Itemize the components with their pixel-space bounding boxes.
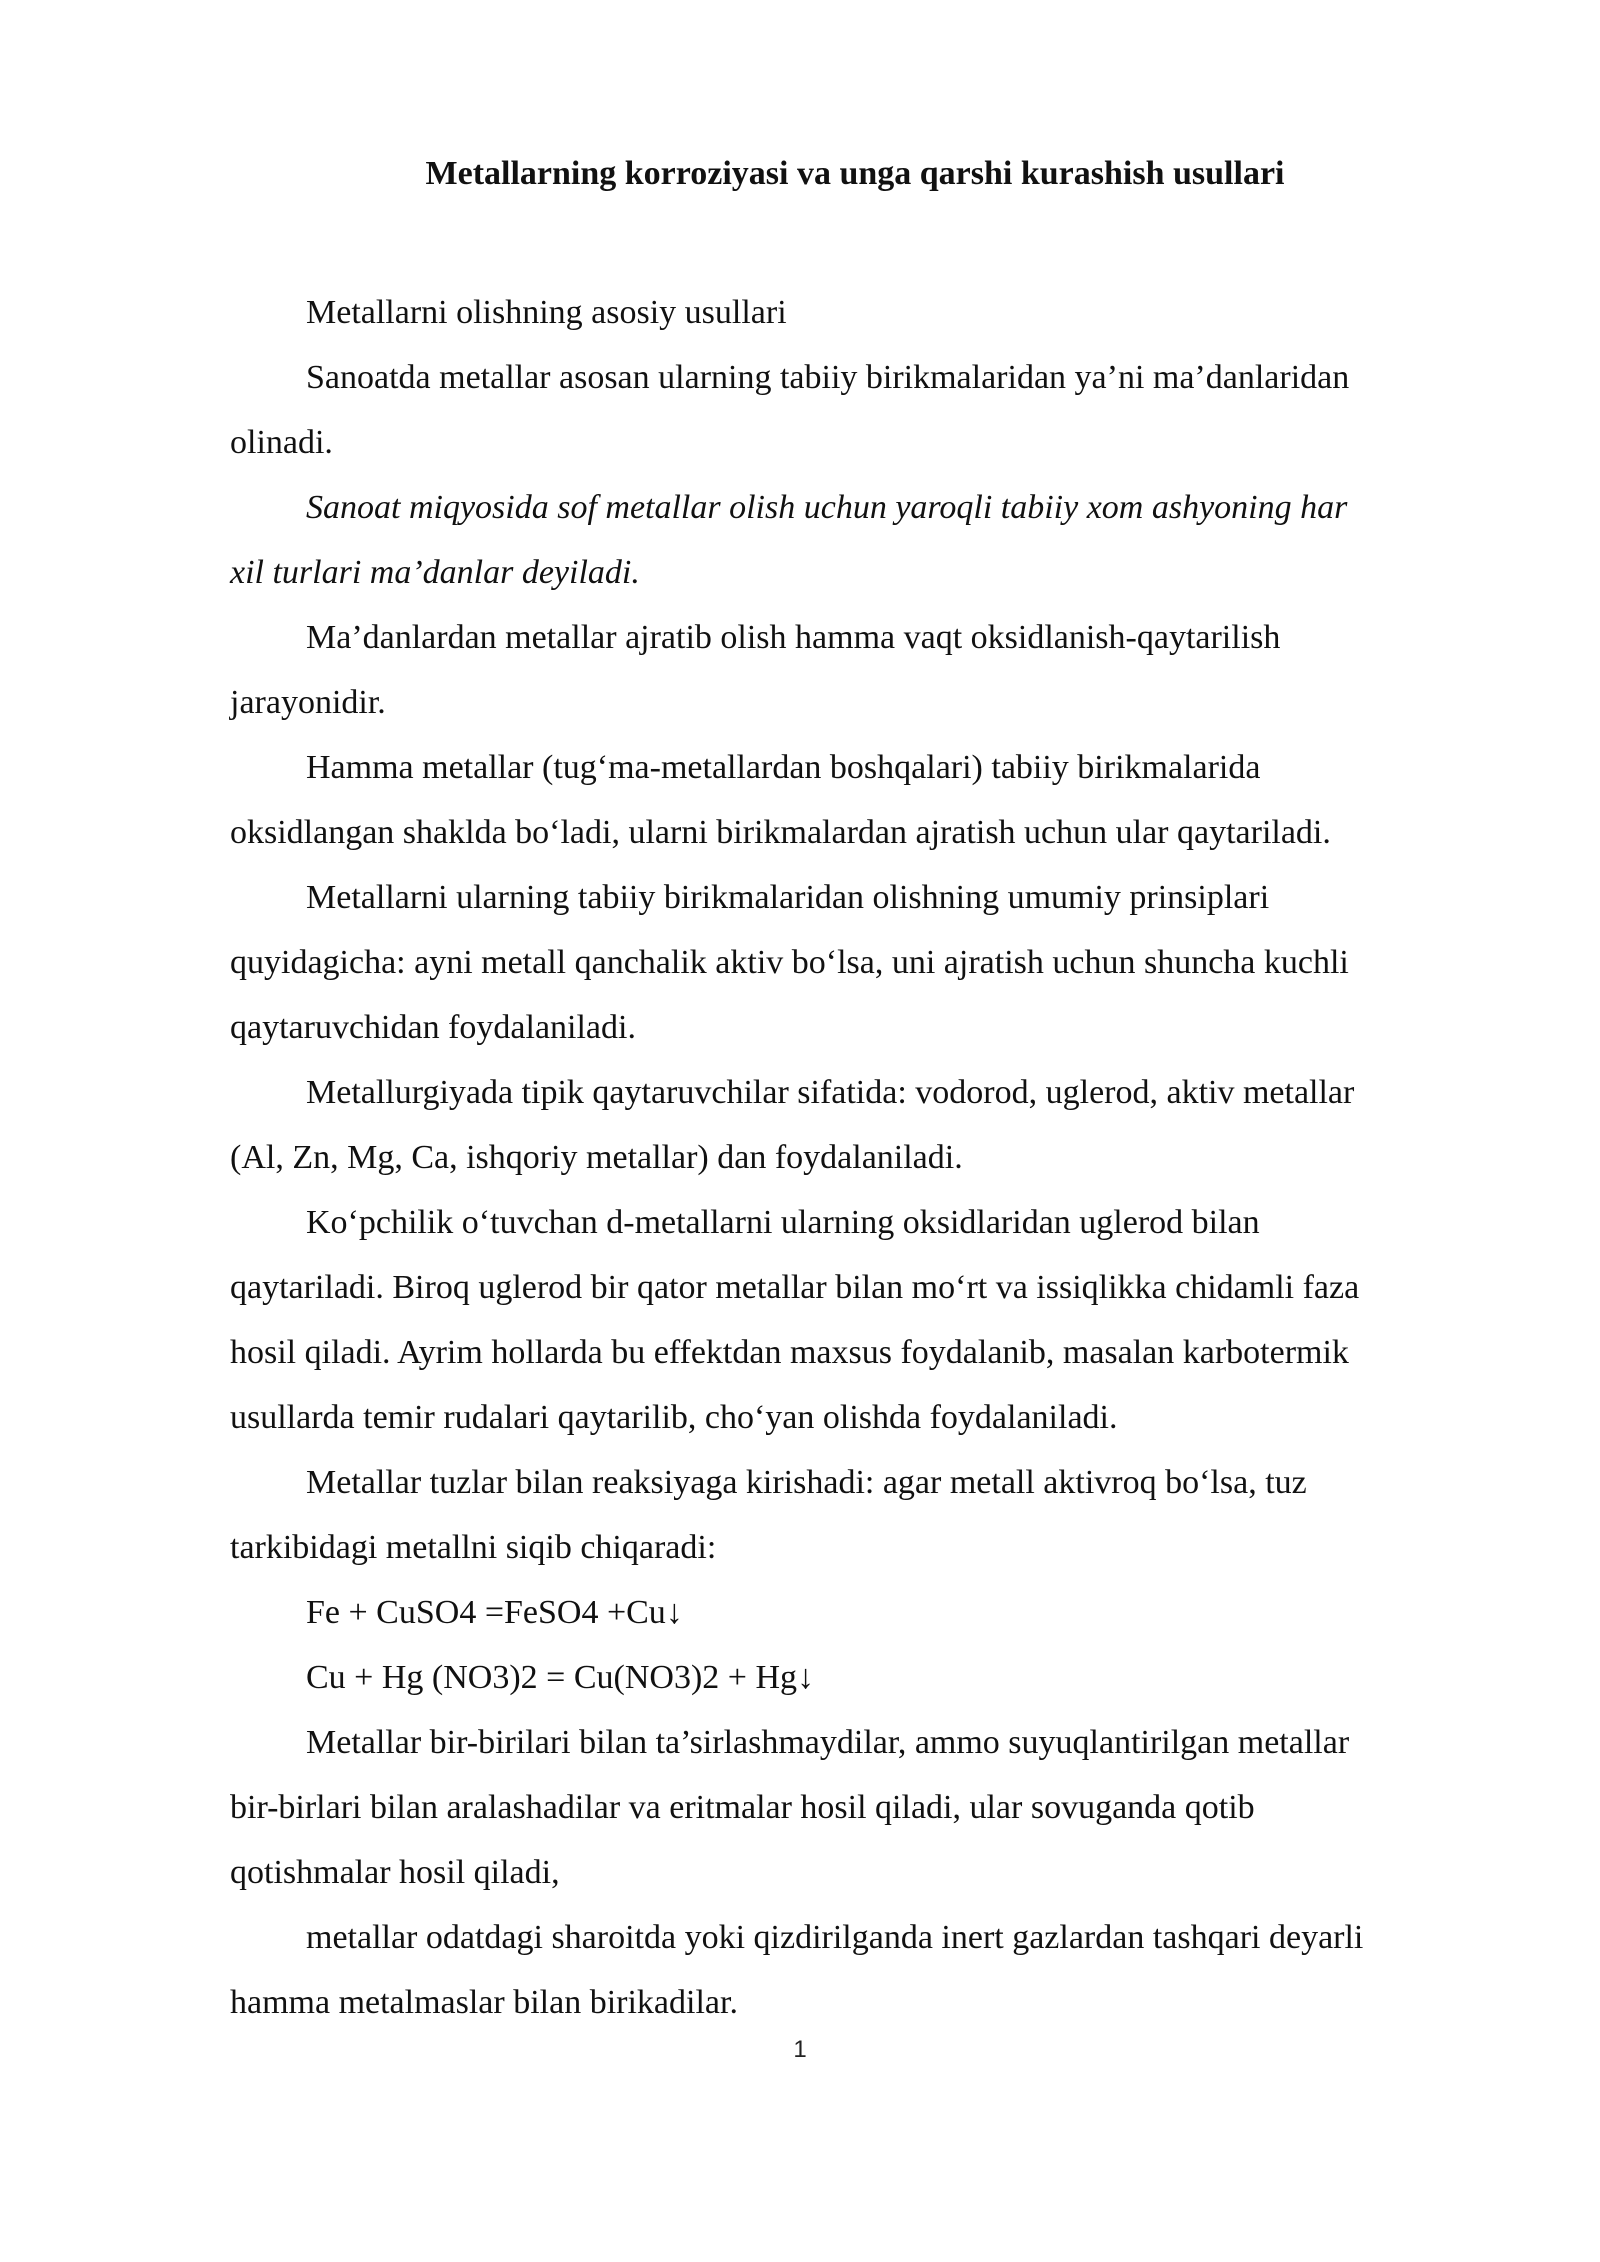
text-line: Metallarni olishning asosiy usullari — [306, 294, 787, 331]
text-line: tarkibidagi metallni siqib chiqaradi: — [230, 1529, 717, 1566]
text-line: Metallarni ularning tabiiy birikmalaridan olishning umumiy prinsiplari — [306, 879, 1270, 916]
text-line: quyidagicha: ayni metall qanchalik aktiv bo‘lsa, uni ajratish uchun shuncha kuchli — [230, 944, 1349, 981]
text-line: qaytaruvchidan foydalaniladi. — [230, 1009, 636, 1046]
text-line: hosil qiladi. Ayrim hollarda bu effektdan maxsus foydalanib, masalan karbotermik — [230, 1334, 1349, 1371]
text-line: usullarda temir rudalari qaytarilib, cho‘yan olishda foydalaniladi. — [230, 1399, 1118, 1436]
text-line: qaytariladi. Biroq uglerod bir qator metallar bilan mo‘rt va issiqlikka chidamli faza — [230, 1269, 1360, 1306]
text-line: bir-birlari bilan aralashadilar va eritmalar hosil qiladi, ular sovuganda qotib — [230, 1789, 1255, 1826]
text-line: Metallurgiyada tipik qaytaruvchilar sifatida: vodorod, uglerod, aktiv metallar — [306, 1074, 1355, 1111]
text-line: Ma’danlardan metallar ajratib olish hamma vaqt oksidlanish-qaytarilish — [306, 619, 1281, 656]
text-line: qotishmalar hosil qiladi, — [230, 1854, 560, 1891]
text-line: metallar odatdagi sharoitda yoki qizdirilganda inert gazlardan tashqari deyarli — [306, 1919, 1364, 1956]
document-title: Metallarning korroziyasi va unga qarshi kurashish usullari — [425, 155, 1285, 192]
text-line: oksidlangan shaklda bo‘ladi, ularni birikmalardan ajratish uchun ular qaytariladi. — [230, 814, 1331, 851]
text-line: Hamma metallar (tug‘ma-metallardan boshqalari) tabiiy birikmalarida — [306, 749, 1261, 786]
text-line: jarayonidir. — [230, 684, 386, 721]
chemical-equation: Fe + CuSO4 =FeSO4 +Cu↓ — [306, 1594, 683, 1631]
text-line: Metallar tuzlar bilan reaksiyaga kirishadi: agar metall aktivroq bo‘lsa, tuz — [306, 1464, 1307, 1501]
text-line: Metallar bir-birilari bilan ta’sirlashmaydilar, ammo suyuqlantirilgan metallar — [306, 1724, 1350, 1761]
document-body — [230, 280, 1485, 2035]
text-line: xil turlari ma’danlar deyiladi. — [230, 554, 640, 591]
page-number: 1 — [793, 2036, 807, 2063]
text-line: Sanoatda metallar asosan ularning tabiiy birikmalaridan ya’ni ma’danlaridan — [306, 359, 1350, 396]
text-line: Ko‘pchilik o‘tuvchan d-metallarni ularning oksidlaridan uglerod bilan — [306, 1204, 1260, 1241]
chemical-equation: Cu + Hg (NO3)2 = Cu(NO3)2 + Hg↓ — [306, 1659, 814, 1696]
text-line: (Al, Zn, Mg, Ca, ishqoriy metallar) dan foydalaniladi. — [230, 1139, 963, 1176]
text-line: hamma metalmaslar bilan birikadilar. — [230, 1984, 738, 2021]
text-line: olinadi. — [230, 424, 333, 461]
text-line: Sanoat miqyosida sof metallar olish uchun yaroqli tabiiy xom ashyoning har — [306, 489, 1348, 526]
